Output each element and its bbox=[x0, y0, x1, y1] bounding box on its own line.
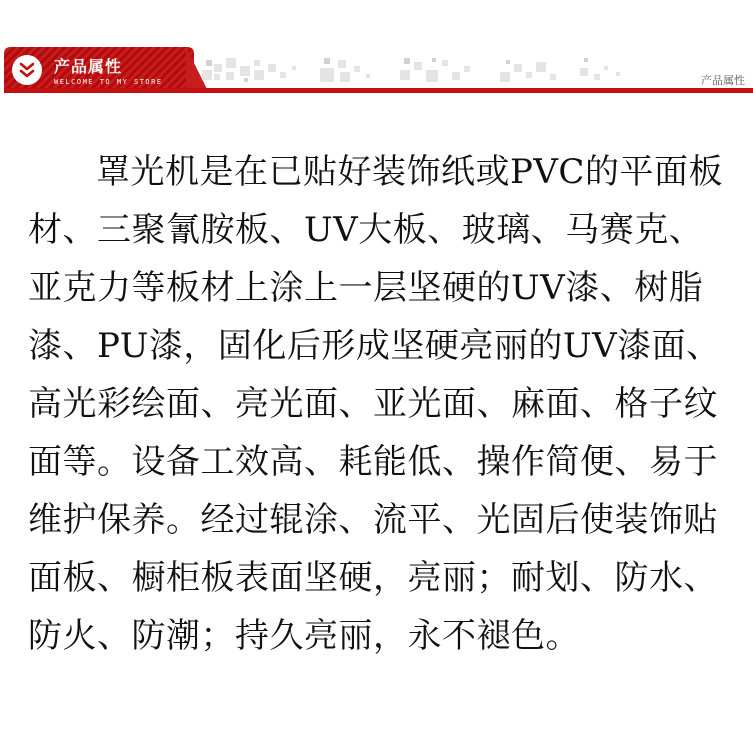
product-description: 罩光机是在已贴好装饰纸或PVC的平面板材、三聚氰胺板、UV大板、玻璃、马赛克、亚克力等板材上涂上一层坚硬的UV漆、树脂漆、PU漆，固化后形成坚硬亮丽的UV漆面、高光彩绘面、亮光面、亚光面、麻面、格子纹面等。设备工效高、耗能低、操作简便、易于维护保养。经过辊涂、流平、光固后使装饰贴面板、橱柜板表面坚硬，亮丽；耐划、防水、防火、防潮；持久亮丽，永不褪色。 bbox=[28, 152, 723, 656]
double-chevron-down-icon bbox=[18, 61, 36, 79]
header-underline bbox=[4, 88, 753, 93]
header-right-label: 产品属性 bbox=[701, 74, 745, 87]
header-badge bbox=[12, 55, 42, 85]
pixel-pattern-decoration bbox=[200, 56, 640, 86]
header-subtitle: WELCOME TO MY STORE bbox=[54, 78, 163, 86]
section-header bbox=[0, 0, 753, 100]
header-title: 产品属性 bbox=[54, 57, 123, 76]
